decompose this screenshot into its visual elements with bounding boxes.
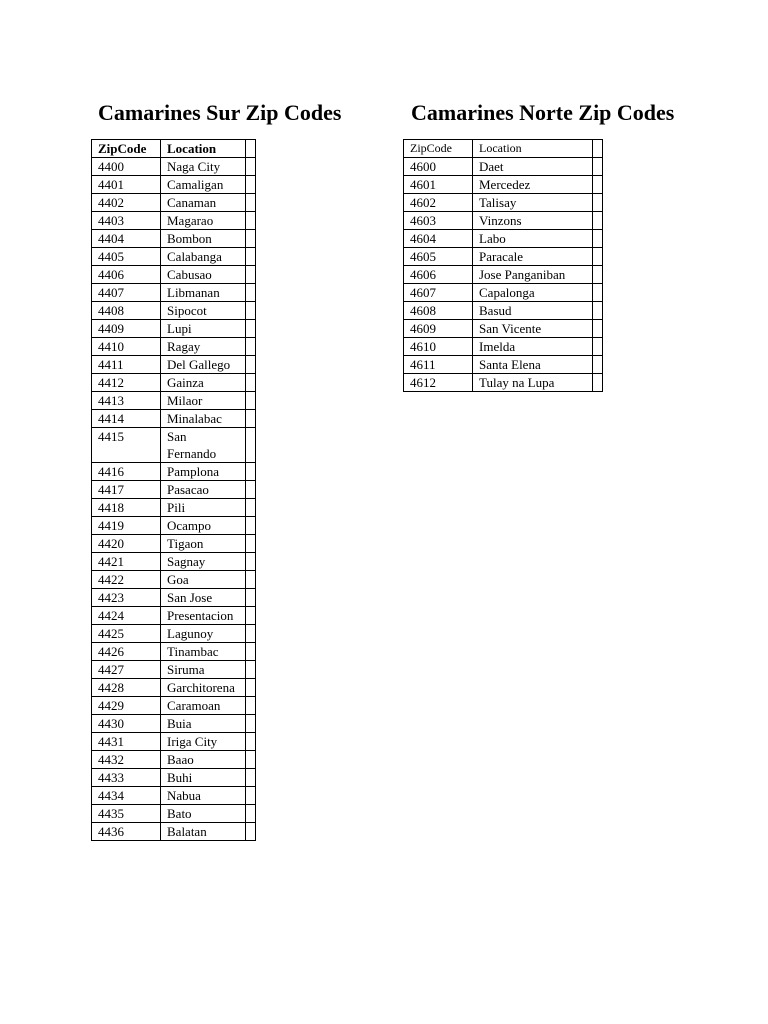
location-cell: Basud bbox=[473, 302, 593, 320]
norte-zip-table bbox=[403, 139, 603, 392]
empty-cell bbox=[246, 230, 256, 248]
zipcode-cell: 4412 bbox=[92, 374, 161, 392]
location-cell: Pamplona bbox=[161, 463, 246, 481]
location-cell: Baao bbox=[161, 751, 246, 769]
location-cell: Iriga City bbox=[161, 733, 246, 751]
table-row bbox=[404, 266, 603, 284]
empty-cell bbox=[593, 266, 603, 284]
empty-cell bbox=[246, 284, 256, 302]
table-row bbox=[92, 823, 256, 841]
location-cell: Calabanga bbox=[161, 248, 246, 266]
table-row bbox=[92, 733, 256, 751]
zipcode-cell: 4604 bbox=[404, 230, 473, 248]
sur-page-title: Camarines Sur Zip Codes bbox=[98, 100, 342, 125]
location-cell: Minalabac bbox=[161, 410, 246, 428]
table-row bbox=[92, 715, 256, 733]
location-cell: Siruma bbox=[161, 661, 246, 679]
zipcode-cell: 4415 bbox=[92, 428, 161, 463]
empty-cell bbox=[593, 212, 603, 230]
empty-cell bbox=[246, 643, 256, 661]
zipcode-cell: 4609 bbox=[404, 320, 473, 338]
zipcode-cell: 4420 bbox=[92, 535, 161, 553]
table-row bbox=[92, 625, 256, 643]
table-row bbox=[92, 643, 256, 661]
table-row bbox=[92, 535, 256, 553]
zipcode-cell: 4602 bbox=[404, 194, 473, 212]
zipcode-cell: 4600 bbox=[404, 158, 473, 176]
table-row bbox=[92, 481, 256, 499]
zipcode-cell: 4419 bbox=[92, 517, 161, 535]
location-cell: Del Gallego bbox=[161, 356, 246, 374]
empty-cell bbox=[593, 356, 603, 374]
location-cell: Nabua bbox=[161, 787, 246, 805]
location-cell: Tulay na Lupa bbox=[473, 374, 593, 392]
zipcode-cell: 4405 bbox=[92, 248, 161, 266]
table-row bbox=[404, 212, 603, 230]
empty-cell bbox=[246, 320, 256, 338]
zipcode-cell: 4434 bbox=[92, 787, 161, 805]
empty-cell bbox=[593, 176, 603, 194]
table-row bbox=[404, 374, 603, 392]
location-cell: Caramoan bbox=[161, 697, 246, 715]
empty-cell bbox=[246, 212, 256, 230]
empty-cell bbox=[246, 571, 256, 589]
zipcode-header: ZipCode bbox=[92, 140, 161, 158]
location-cell: Lagunoy bbox=[161, 625, 246, 643]
zipcode-cell: 4404 bbox=[92, 230, 161, 248]
empty-cell bbox=[593, 248, 603, 266]
zipcode-cell: 4435 bbox=[92, 805, 161, 823]
location-cell: Daet bbox=[473, 158, 593, 176]
table-row bbox=[92, 607, 256, 625]
table-row bbox=[92, 805, 256, 823]
empty-cell bbox=[593, 230, 603, 248]
zipcode-cell: 4612 bbox=[404, 374, 473, 392]
empty-cell bbox=[246, 697, 256, 715]
location-cell: Ocampo bbox=[161, 517, 246, 535]
location-cell: Goa bbox=[161, 571, 246, 589]
location-cell: Capalonga bbox=[473, 284, 593, 302]
location-cell: Milaor bbox=[161, 392, 246, 410]
empty-cell bbox=[246, 535, 256, 553]
table-row bbox=[92, 266, 256, 284]
empty-cell bbox=[593, 374, 603, 392]
empty-cell bbox=[246, 176, 256, 194]
empty-cell bbox=[593, 338, 603, 356]
location-cell: Buia bbox=[161, 715, 246, 733]
table-row bbox=[404, 158, 603, 176]
table-row bbox=[92, 212, 256, 230]
table-row bbox=[404, 248, 603, 266]
empty-header-cell bbox=[593, 140, 603, 158]
empty-cell bbox=[246, 302, 256, 320]
table-row bbox=[92, 284, 256, 302]
empty-cell bbox=[246, 805, 256, 823]
location-cell: Presentacion bbox=[161, 607, 246, 625]
location-cell: Libmanan bbox=[161, 284, 246, 302]
table-row bbox=[92, 392, 256, 410]
zipcode-cell: 4414 bbox=[92, 410, 161, 428]
table-row bbox=[92, 463, 256, 481]
zipcode-cell: 4421 bbox=[92, 553, 161, 571]
table-row bbox=[404, 194, 603, 212]
location-cell: Santa Elena bbox=[473, 356, 593, 374]
table-row bbox=[92, 302, 256, 320]
location-cell: Bato bbox=[161, 805, 246, 823]
table-row bbox=[92, 320, 256, 338]
table-row bbox=[92, 589, 256, 607]
location-cell: Sagnay bbox=[161, 553, 246, 571]
zipcode-cell: 4603 bbox=[404, 212, 473, 230]
location-cell: Mercedez bbox=[473, 176, 593, 194]
location-cell: Vinzons bbox=[473, 212, 593, 230]
zipcode-cell: 4436 bbox=[92, 823, 161, 841]
zipcode-cell: 4408 bbox=[92, 302, 161, 320]
zipcode-cell: 4601 bbox=[404, 176, 473, 194]
location-cell: Imelda bbox=[473, 338, 593, 356]
norte-page-title: Camarines Norte Zip Codes bbox=[411, 100, 675, 125]
table-row bbox=[92, 499, 256, 517]
empty-cell bbox=[246, 158, 256, 176]
table-row bbox=[92, 356, 256, 374]
zipcode-cell: 4605 bbox=[404, 248, 473, 266]
table-row bbox=[92, 679, 256, 697]
zipcode-cell: 4410 bbox=[92, 338, 161, 356]
empty-cell bbox=[246, 589, 256, 607]
zipcode-cell: 4423 bbox=[92, 589, 161, 607]
location-cell: Sipocot bbox=[161, 302, 246, 320]
location-cell: Pili bbox=[161, 499, 246, 517]
table-row bbox=[92, 176, 256, 194]
zipcode-cell: 4413 bbox=[92, 392, 161, 410]
zipcode-cell: 4611 bbox=[404, 356, 473, 374]
empty-cell bbox=[246, 428, 256, 463]
location-cell: Buhi bbox=[161, 769, 246, 787]
location-cell: San Fernando bbox=[161, 428, 246, 463]
zipcode-cell: 4607 bbox=[404, 284, 473, 302]
table-header-row bbox=[404, 140, 603, 158]
location-cell: Balatan bbox=[161, 823, 246, 841]
zipcode-header: ZipCode bbox=[404, 140, 473, 158]
location-cell: San Vicente bbox=[473, 320, 593, 338]
zipcode-cell: 4610 bbox=[404, 338, 473, 356]
location-cell: Ragay bbox=[161, 338, 246, 356]
empty-cell bbox=[593, 194, 603, 212]
location-cell: Gainza bbox=[161, 374, 246, 392]
location-cell: San Jose bbox=[161, 589, 246, 607]
empty-cell bbox=[246, 679, 256, 697]
location-cell: Bombon bbox=[161, 230, 246, 248]
empty-cell bbox=[246, 625, 256, 643]
zipcode-cell: 4417 bbox=[92, 481, 161, 499]
zipcode-cell: 4425 bbox=[92, 625, 161, 643]
empty-cell bbox=[246, 266, 256, 284]
empty-cell bbox=[593, 320, 603, 338]
table-row bbox=[404, 338, 603, 356]
empty-cell bbox=[246, 356, 256, 374]
table-row bbox=[92, 338, 256, 356]
zipcode-cell: 4406 bbox=[92, 266, 161, 284]
empty-cell bbox=[246, 248, 256, 266]
table-row bbox=[92, 751, 256, 769]
zipcode-cell: 4606 bbox=[404, 266, 473, 284]
empty-cell bbox=[246, 715, 256, 733]
empty-cell bbox=[246, 733, 256, 751]
zipcode-cell: 4431 bbox=[92, 733, 161, 751]
empty-cell bbox=[246, 463, 256, 481]
table-row bbox=[92, 517, 256, 535]
zipcode-cell: 4402 bbox=[92, 194, 161, 212]
zipcode-cell: 4422 bbox=[92, 571, 161, 589]
zipcode-cell: 4416 bbox=[92, 463, 161, 481]
table-row bbox=[92, 661, 256, 679]
zipcode-cell: 4433 bbox=[92, 769, 161, 787]
table-row bbox=[92, 571, 256, 589]
empty-cell bbox=[246, 517, 256, 535]
location-cell: Tigaon bbox=[161, 535, 246, 553]
zipcode-cell: 4427 bbox=[92, 661, 161, 679]
empty-cell bbox=[246, 553, 256, 571]
location-cell: Tinambac bbox=[161, 643, 246, 661]
empty-cell bbox=[593, 158, 603, 176]
table-row bbox=[92, 158, 256, 176]
empty-cell bbox=[246, 194, 256, 212]
zipcode-cell: 4409 bbox=[92, 320, 161, 338]
table-row bbox=[92, 769, 256, 787]
zipcode-cell: 4608 bbox=[404, 302, 473, 320]
location-cell: Camaligan bbox=[161, 176, 246, 194]
empty-cell bbox=[246, 481, 256, 499]
zipcode-cell: 4429 bbox=[92, 697, 161, 715]
zipcode-cell: 4407 bbox=[92, 284, 161, 302]
zipcode-cell: 4432 bbox=[92, 751, 161, 769]
empty-cell bbox=[246, 499, 256, 517]
location-cell: Pasacao bbox=[161, 481, 246, 499]
table-row bbox=[404, 320, 603, 338]
table-row bbox=[92, 410, 256, 428]
table-row bbox=[92, 428, 256, 463]
table-row bbox=[404, 176, 603, 194]
zipcode-cell: 4400 bbox=[92, 158, 161, 176]
empty-cell bbox=[246, 751, 256, 769]
location-cell: Labo bbox=[473, 230, 593, 248]
location-cell: Magarao bbox=[161, 212, 246, 230]
location-header: Location bbox=[473, 140, 593, 158]
location-cell: Garchitorena bbox=[161, 679, 246, 697]
table-row bbox=[404, 356, 603, 374]
table-row bbox=[92, 230, 256, 248]
zipcode-cell: 4418 bbox=[92, 499, 161, 517]
table-row bbox=[92, 374, 256, 392]
empty-cell bbox=[246, 338, 256, 356]
empty-cell bbox=[593, 284, 603, 302]
table-row bbox=[92, 248, 256, 266]
zipcode-cell: 4428 bbox=[92, 679, 161, 697]
table-row bbox=[404, 302, 603, 320]
table-row bbox=[404, 284, 603, 302]
location-cell: Cabusao bbox=[161, 266, 246, 284]
empty-cell bbox=[246, 661, 256, 679]
zipcode-cell: 4424 bbox=[92, 607, 161, 625]
zipcode-cell: 4430 bbox=[92, 715, 161, 733]
table-row bbox=[92, 697, 256, 715]
location-cell: Naga City bbox=[161, 158, 246, 176]
table-row bbox=[404, 230, 603, 248]
zipcode-cell: 4403 bbox=[92, 212, 161, 230]
empty-cell bbox=[593, 302, 603, 320]
empty-cell bbox=[246, 769, 256, 787]
zipcode-cell: 4401 bbox=[92, 176, 161, 194]
table-row bbox=[92, 787, 256, 805]
location-cell: Jose Panganiban bbox=[473, 266, 593, 284]
empty-cell bbox=[246, 374, 256, 392]
location-header: Location bbox=[161, 140, 246, 158]
empty-header-cell bbox=[246, 140, 256, 158]
table-row bbox=[92, 194, 256, 212]
empty-cell bbox=[246, 392, 256, 410]
empty-cell bbox=[246, 787, 256, 805]
location-cell: Talisay bbox=[473, 194, 593, 212]
empty-cell bbox=[246, 607, 256, 625]
empty-cell bbox=[246, 410, 256, 428]
zipcode-cell: 4411 bbox=[92, 356, 161, 374]
location-cell: Canaman bbox=[161, 194, 246, 212]
location-cell: Lupi bbox=[161, 320, 246, 338]
sur-zip-table bbox=[91, 139, 256, 841]
location-cell: Paracale bbox=[473, 248, 593, 266]
table-header-row bbox=[92, 140, 256, 158]
empty-cell bbox=[246, 823, 256, 841]
table-row bbox=[92, 553, 256, 571]
zipcode-cell: 4426 bbox=[92, 643, 161, 661]
